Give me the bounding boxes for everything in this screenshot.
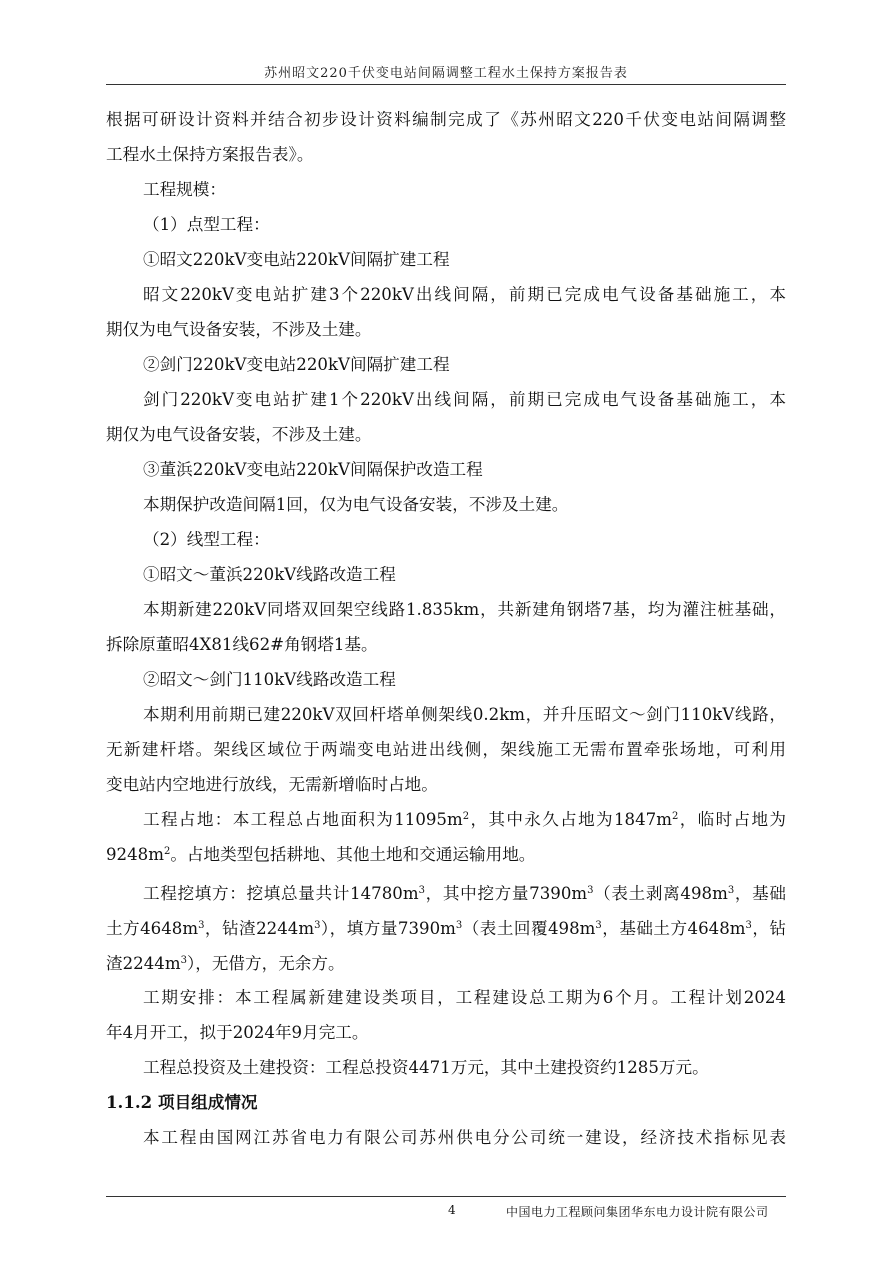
line-project-heading: （2）线型工程： <box>143 530 270 549</box>
scale-heading: 工程规模： <box>143 180 226 199</box>
text-run: 工程占地：本工程总占地面积为11095m <box>143 810 463 829</box>
subitem-heading: ①昭文～董浜220kV线路改造工程 <box>143 565 396 584</box>
superscript: 3 <box>418 885 425 896</box>
text-run: ），无借方，无余方。 <box>186 954 345 973</box>
text-run: ，基础 <box>734 884 786 903</box>
paragraph-line: 本期利用前期已建220kV双回杆塔单侧架线0.2km，并升压昭文～剑门110kV线路， <box>143 705 786 724</box>
text-run: 土方4648m <box>106 919 199 938</box>
text-run: （表土剥离498m <box>593 884 728 903</box>
subitem-heading: ③董浜220kV变电站220kV间隔保护改造工程 <box>143 460 483 479</box>
text-run: 。占地类型包括耕地、其他土地和交通运输用地。 <box>170 845 536 864</box>
superscript: 3 <box>180 955 187 966</box>
paragraph-line: 根据可研设计资料并结合初步设计资料编制完成了《苏州昭文220千伏变电站间隔调整 <box>106 110 786 129</box>
text-run: 工程挖填方：挖填总量共计14780m <box>143 884 419 903</box>
paragraph-line: 剑门220kV变电站扩建1个220kV出线间隔，前期已完成电气设备基础施工，本 <box>143 390 786 409</box>
text-run: ，其中永久占地为1847m <box>469 810 672 829</box>
text-run: （表土回覆498m <box>462 919 596 938</box>
running-header: 苏州昭文220千伏变电站间隔调整工程水土保持方案报告表 <box>264 66 628 81</box>
section-heading: 1.1.2 项目组成情况 <box>106 1092 258 1112</box>
paragraph-line: 无新建杆塔。架线区域位于两端变电站进出线侧，架线施工无需布置牵张场地，可利用 <box>106 740 786 759</box>
paragraph-line: 本工程由国网江苏省电力有限公司苏州供电分公司统一建设，经济技术指标见表 <box>143 1128 786 1147</box>
text-run: 渣2244m <box>106 954 181 973</box>
superscript: 3 <box>198 920 205 931</box>
superscript: 3 <box>727 885 735 896</box>
point-project-heading: （1）点型工程： <box>143 215 270 234</box>
paragraph-line: 拆除原董昭4X81线62#角钢塔1基。 <box>106 635 378 654</box>
text-run: ），填方量7390m <box>320 919 456 938</box>
earthwork-line <box>143 876 786 911</box>
text-run: ，钻 <box>751 919 787 938</box>
land-use-line <box>106 837 786 872</box>
paragraph-line: 本期保护改造间隔1回，仅为电气设备安装，不涉及土建。 <box>143 495 569 514</box>
subitem-heading: ②剑门220kV变电站220kV间隔扩建工程 <box>143 355 450 374</box>
paragraph-line: 期仅为电气设备安装，不涉及土建。 <box>106 320 372 339</box>
text-run: ，钻渣2244m <box>204 919 315 938</box>
text-run: ，临时占地为 <box>678 810 787 829</box>
superscript: 2 <box>671 811 679 822</box>
earthwork-line <box>106 946 786 981</box>
paragraph-line: 本期新建220kV同塔双回架空线路1.835km，共新建角钢塔7基，均为灌注桩基础， <box>143 600 786 619</box>
page-number: 4 <box>448 1203 456 1217</box>
investment-line: 工程总投资及土建投资：工程总投资4471万元，其中土建投资约1285万元。 <box>143 1058 709 1077</box>
text-run: ，其中挖方量7390m <box>424 884 588 903</box>
earthwork-line <box>106 911 786 946</box>
superscript: 2 <box>163 846 171 857</box>
header-rule <box>106 84 786 85</box>
superscript: 3 <box>587 885 594 896</box>
paragraph-line: 期仅为电气设备安装，不涉及土建。 <box>106 425 372 444</box>
paragraph-line: 昭文220kV变电站扩建3个220kV出线间隔，前期已完成电气设备基础施工，本 <box>143 285 786 304</box>
schedule-line: 年4月开工，拟于2024年9月完工。 <box>106 1023 369 1042</box>
footer-rule <box>106 1196 786 1197</box>
superscript: 3 <box>595 920 602 931</box>
land-use-line <box>143 802 786 837</box>
text-run: ，基础土方4648m <box>601 919 746 938</box>
paragraph-line: 变电站内空地进行放线，无需新增临时占地。 <box>106 775 438 794</box>
superscript: 3 <box>314 920 321 931</box>
text-run: 9248m <box>106 845 164 864</box>
schedule-line: 工期安排：本工程属新建建设类项目，工程建设总工期为6个月。工程计划2024 <box>143 988 786 1007</box>
subitem-heading: ②昭文～剑门110kV线路改造工程 <box>143 670 396 689</box>
superscript: 2 <box>462 811 470 822</box>
superscript: 3 <box>745 920 752 931</box>
subitem-heading: ①昭文220kV变电站220kV间隔扩建工程 <box>143 250 450 269</box>
superscript: 3 <box>455 920 463 931</box>
footer-organization: 中国电力工程顾问集团华东电力设计院有限公司 <box>506 1205 769 1219</box>
paragraph-line: 工程水土保持方案报告表》。 <box>106 145 314 164</box>
